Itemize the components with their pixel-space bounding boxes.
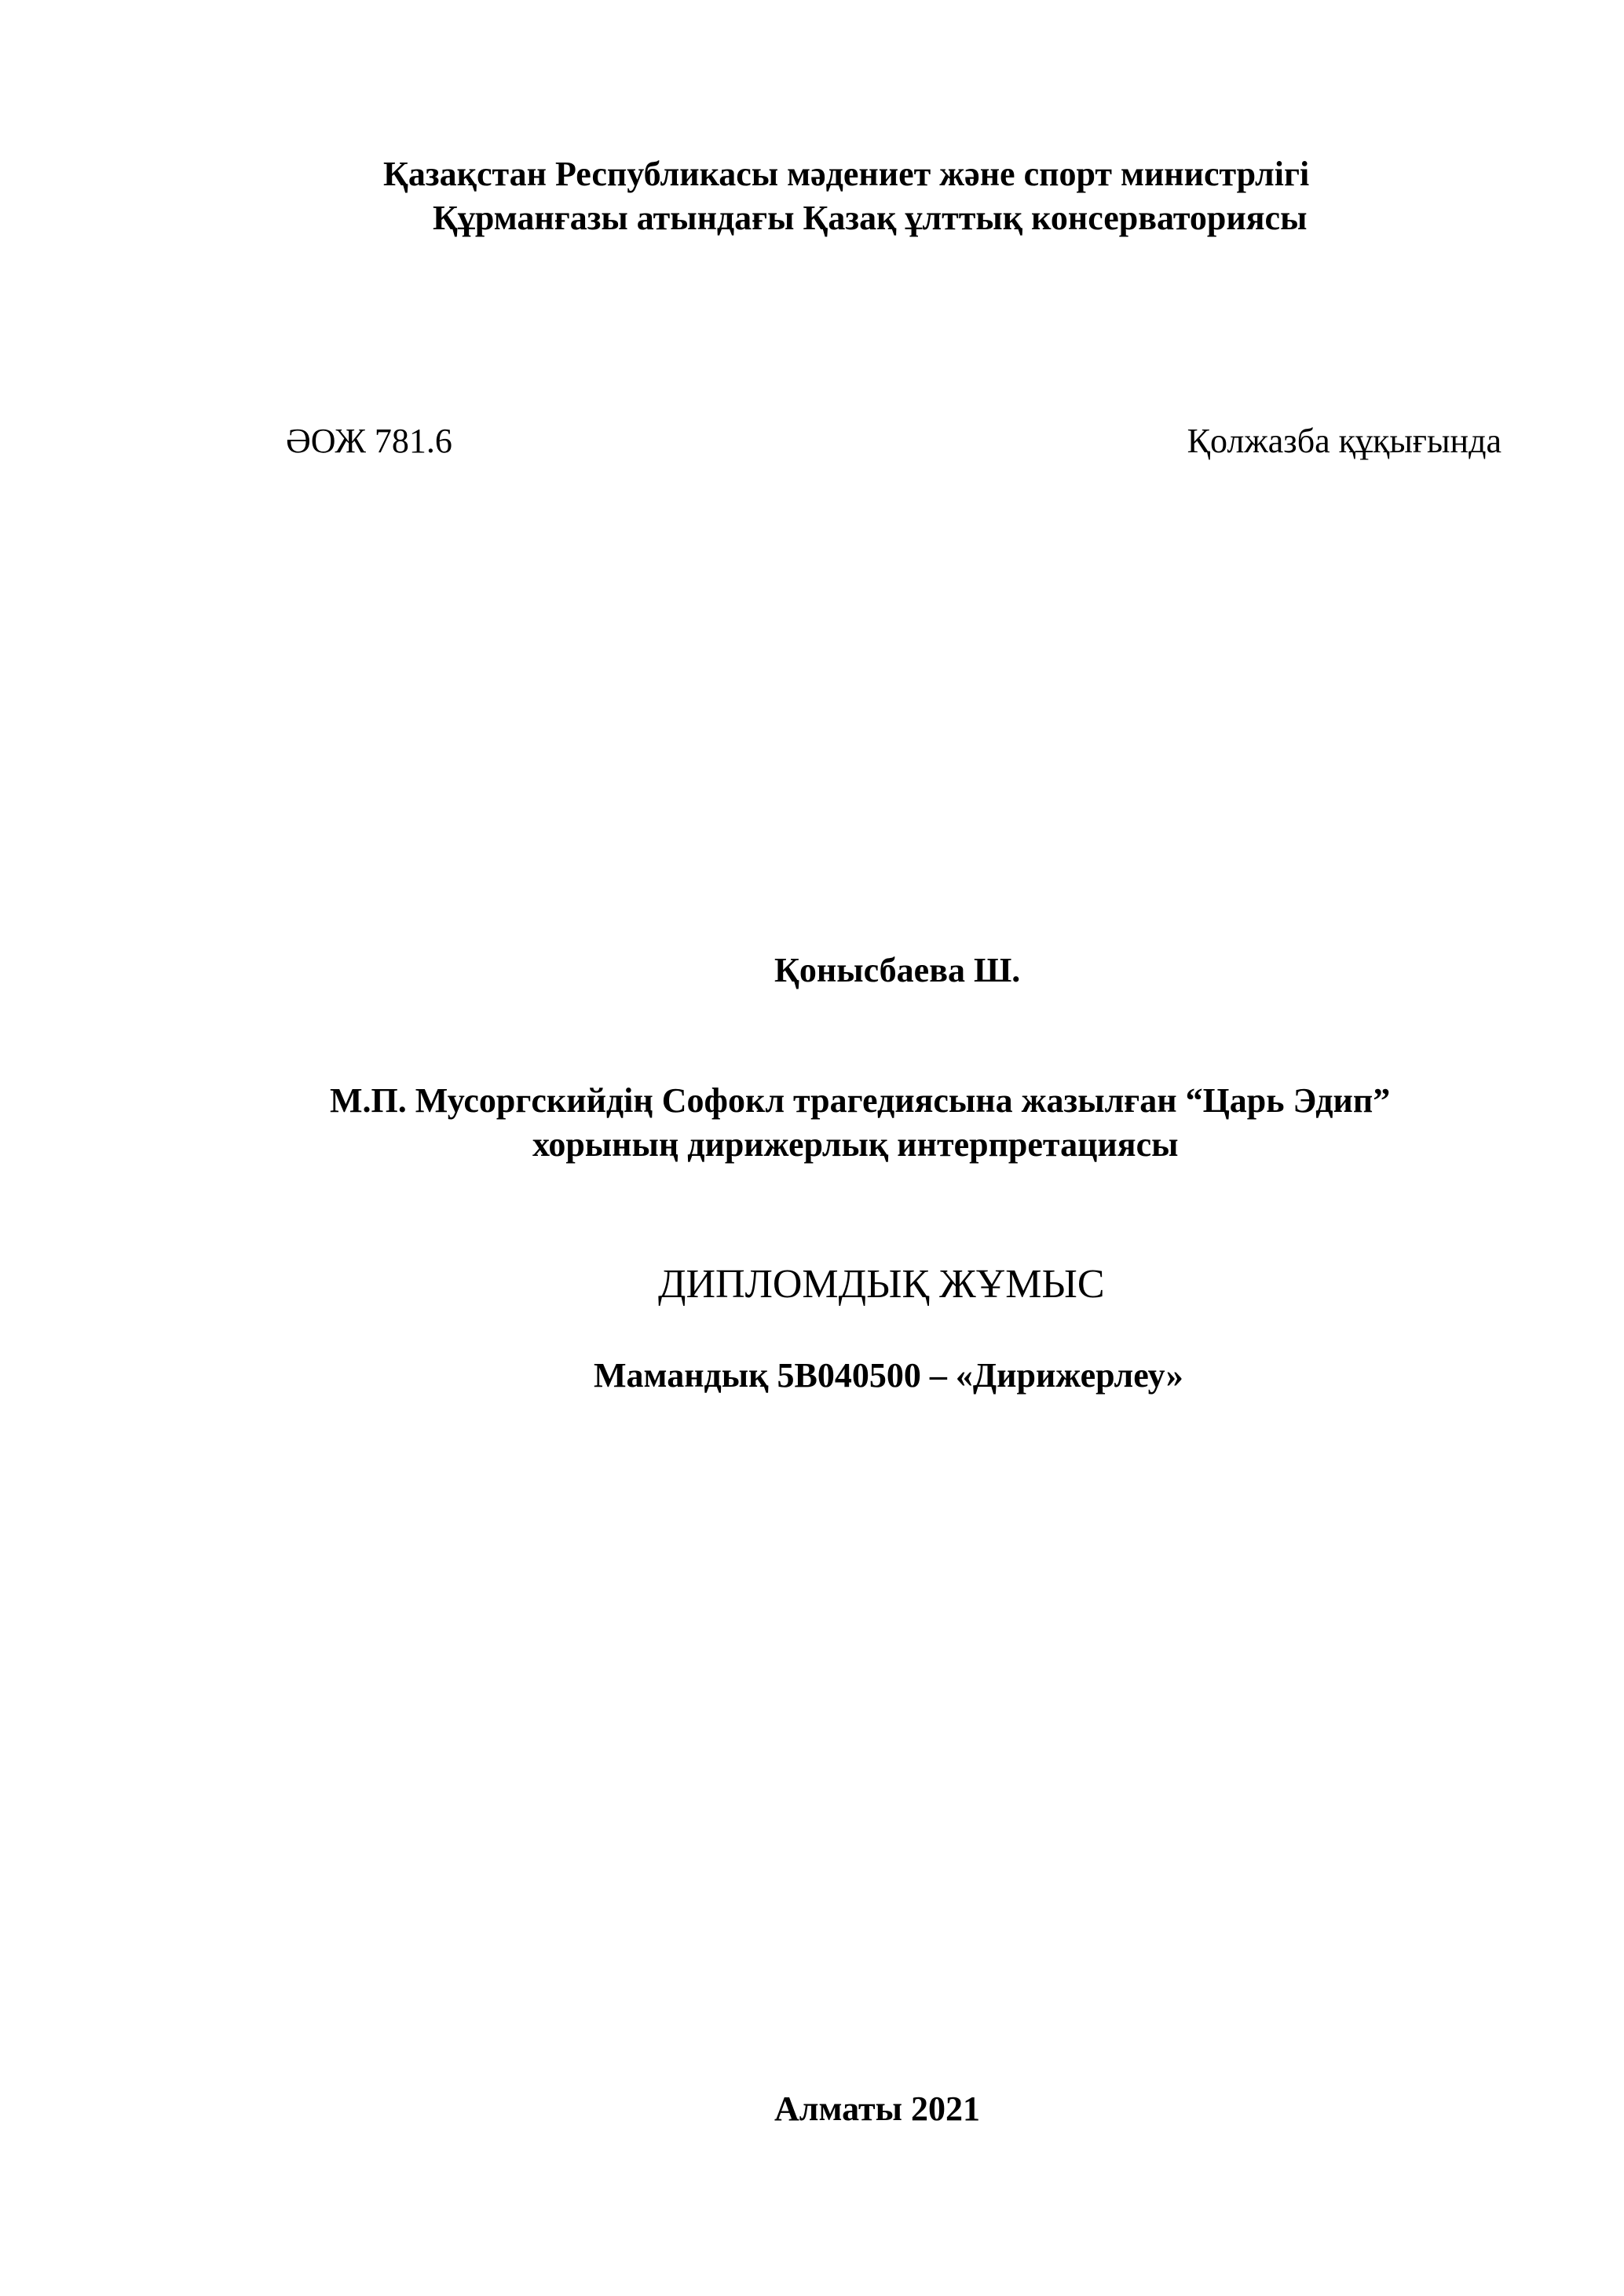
manuscript-rights: Қолжазба құқығында (1187, 422, 1501, 460)
ministry-name: Қазақстан Республикасы мәдениет және спорт министрлігі (383, 155, 1310, 193)
city-year: Алматы 2021 (774, 2089, 980, 2128)
author-name: Қонысбаева Ш. (774, 951, 1021, 989)
thesis-title-line-1: М.П. Мусоргскийдің Софокл трагедиясына жазылған “Царь Эдип” (330, 1081, 1391, 1120)
work-type-heading: ДИПЛОМДЫҚ ЖҰМЫС (658, 1262, 1105, 1307)
specialty: Мамандық 5В040500 – «Дирижерлеу» (594, 1356, 1183, 1395)
conservatory-name: Құрманғазы атындағы Қазақ ұлттық консерваториясы (433, 199, 1308, 237)
thesis-title-line-2: хорының дирижерлық интерпретациясы (532, 1125, 1179, 1164)
udc-code: ӘОЖ 781.6 (286, 422, 452, 460)
